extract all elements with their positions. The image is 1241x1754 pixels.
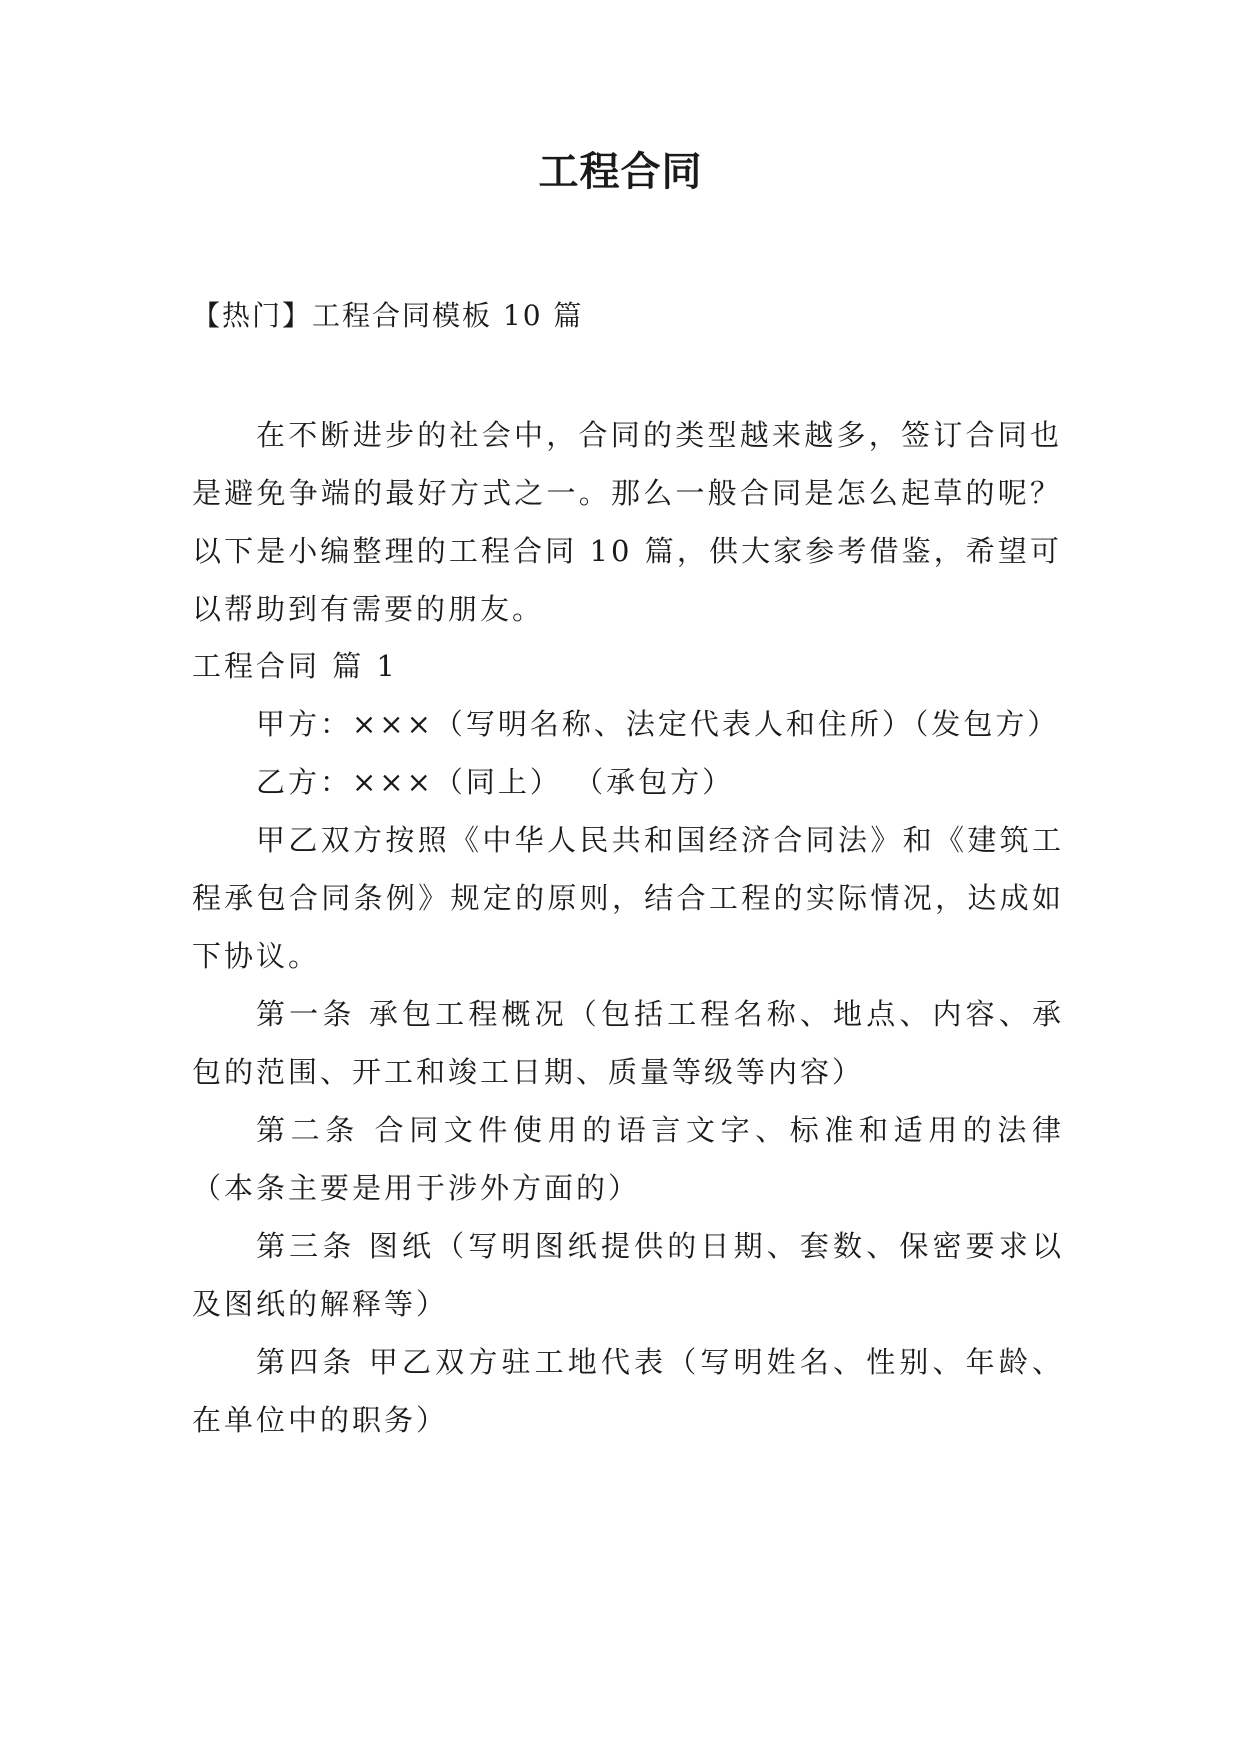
article-3-paragraph: 第三条 图纸（写明图纸提供的日期、套数、保密要求以及图纸的解释等）	[192, 1229, 1064, 1321]
contract-body	[192, 649, 1064, 1507]
section-heading: 工程合同 篇 1	[192, 649, 398, 683]
article-1-paragraph: 第一条 承包工程概况（包括工程名称、地点、内容、承包的范围、开工和竣工日期、质量等级等内容）	[192, 997, 1064, 1089]
article-4-paragraph: 第四条 甲乙双方驻工地代表（写明姓名、性别、年龄、在单位中的职务）	[192, 1345, 1064, 1437]
article-2-paragraph: 第二条 合同文件使用的语言文字、标准和适用的法律（本条主要是用于涉外方面的）	[192, 1113, 1064, 1205]
agreement-paragraph: 甲乙双方按照《中华人民共和国经济合同法》和《建筑工程承包合同条例》规定的原则，结合工程的实际情况，达成如下协议。	[192, 823, 1064, 973]
intro-paragraph: 在不断进步的社会中，合同的类型越来越多，签订合同也是避免争端的最好方式之一。那么一般合同是怎么起草的呢？以下是小编整理的工程合同 10 篇，供大家参考借鉴，希望可以帮助到有需要的朋友。	[192, 418, 1062, 626]
party-b-paragraph: 乙方：×××（同上） （承包方）	[256, 765, 735, 799]
party-a-paragraph: 甲方：×××（写明名称、法定代表人和住所）（发包方）	[256, 707, 1060, 741]
document-subtitle: 【热门】工程合同模板 10 篇	[192, 299, 584, 332]
document-title: 工程合同	[538, 148, 703, 195]
